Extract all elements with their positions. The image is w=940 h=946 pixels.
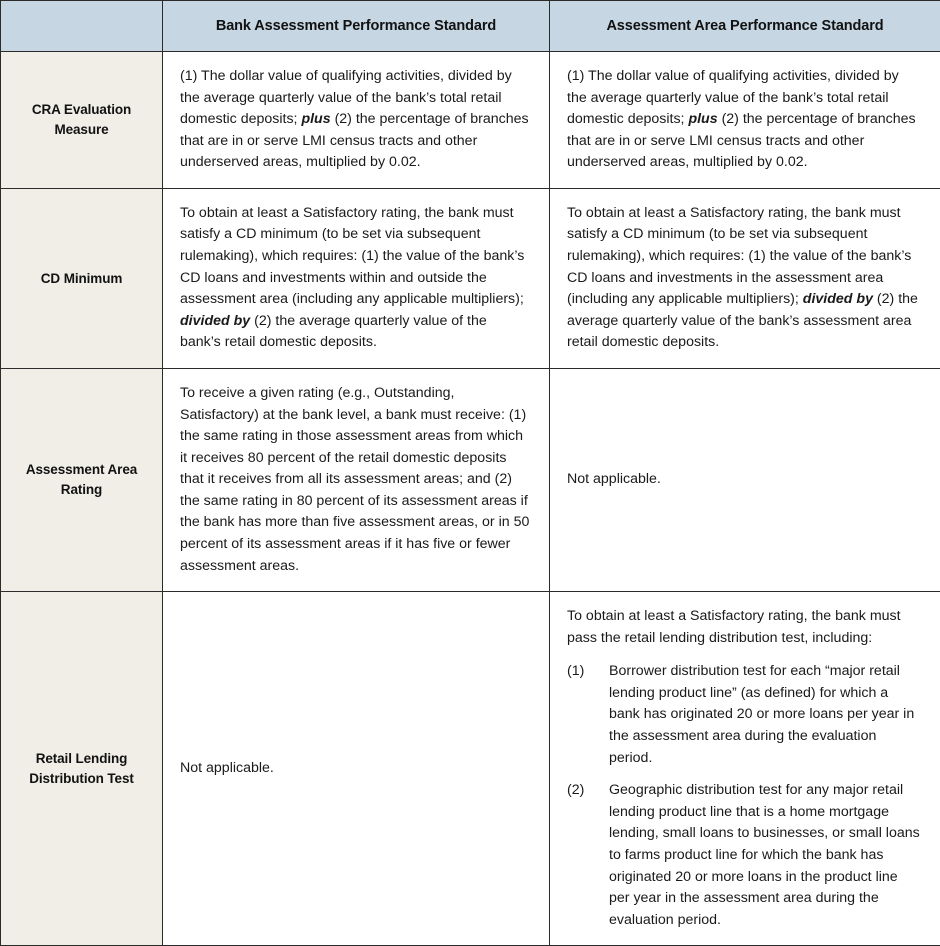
table-row bbox=[1, 188, 940, 368]
cell-bank-assessment-standard bbox=[163, 52, 550, 189]
cell-assessment-area-standard bbox=[550, 592, 940, 946]
numbered-list bbox=[567, 661, 922, 931]
numbered-list-item bbox=[567, 780, 922, 931]
cell-paragraph: (1) The dollar value of qualifying activities, divided by the average quarterly value of the bank’s total retail domestic deposits; plus (2) the percentage of branches that are in or serve LMI census tracts and other underserved areas, multiplied by 0.02. bbox=[567, 66, 922, 174]
list-item-text: Geographic distribution test for any major retail lending product line that is a home mortgage lending, small loans to businesses, or small loans to farms product line for which the bank has originated 20 or more loans in the product line per year in the assessment area during the evaluation period. bbox=[609, 782, 920, 927]
list-item-marker: (1) bbox=[567, 661, 601, 683]
cell-assessment-area-standard bbox=[550, 188, 940, 368]
cell-paragraph: To obtain at least a Satisfactory rating, the bank must satisfy a CD minimum (to be set via subsequent rulemaking), which requires: (1) the value of the bank’s CD loans and investments within and outside the assessment area (including any applicable multipliers); divided by (2) the average quarterly value of the bank’s retail domestic deposits. bbox=[180, 203, 531, 354]
table-row bbox=[1, 52, 940, 189]
row-label: CRA Evaluation Measure bbox=[1, 52, 163, 189]
cell-bank-assessment-standard bbox=[163, 188, 550, 368]
table-header-row bbox=[1, 1, 940, 52]
row-label: Retail Lending Distribution Test bbox=[1, 592, 163, 946]
emphasis-text: plus bbox=[301, 111, 330, 127]
cell-paragraph: Not applicable. bbox=[567, 469, 922, 491]
cell-paragraph: Not applicable. bbox=[180, 758, 531, 780]
list-item-text: Borrower distribution test for each “major retail lending product line” (as defined) for which a bank has originated 20 or more loans per year in the assessment area during the evaluation period. bbox=[609, 663, 914, 765]
table-body bbox=[1, 52, 940, 946]
cell-bank-assessment-standard bbox=[163, 592, 550, 946]
emphasis-text: divided by bbox=[180, 313, 250, 329]
emphasis-text: plus bbox=[688, 111, 717, 127]
cell-assessment-area-standard bbox=[550, 368, 940, 591]
cell-paragraph: To obtain at least a Satisfactory rating, the bank must pass the retail lending distribution test, including: bbox=[567, 606, 922, 649]
cell-paragraph: (1) The dollar value of qualifying activities, divided by the average quarterly value of the bank’s total retail domestic deposits; plus (2) the percentage of branches that are in or serve LMI census tracts and other underserved areas, multiplied by 0.02. bbox=[180, 66, 531, 174]
cell-paragraph: To receive a given rating (e.g., Outstanding, Satisfactory) at the bank level, a bank must receive: (1) the same rating in those assessment areas from which it receives 80 percent of the retail domestic deposits that it receives from all its assessment areas; and (2) the same rating in 80 percent of its assessment areas if the bank has more than five assessment areas, or in 50 percent of its assessment areas if it has five or fewer assessment areas. bbox=[180, 383, 531, 577]
emphasis-text: divided by bbox=[803, 291, 873, 307]
cell-bank-assessment-standard bbox=[163, 368, 550, 591]
table-row bbox=[1, 592, 940, 946]
table-row bbox=[1, 368, 940, 591]
cell-assessment-area-standard bbox=[550, 52, 940, 189]
numbered-list-item bbox=[567, 661, 922, 769]
row-label: CD Minimum bbox=[1, 188, 163, 368]
cell-paragraph: To obtain at least a Satisfactory rating, the bank must satisfy a CD minimum (to be set via subsequent rulemaking), which requires: (1) the value of the bank’s CD loans and investments in the assessment area (including any applicable multipliers); divided by (2) the average quarterly value of the bank’s assessment area retail domestic deposits. bbox=[567, 203, 922, 354]
header-row-label-column bbox=[1, 1, 163, 52]
list-item-marker: (2) bbox=[567, 780, 601, 802]
table-header bbox=[1, 1, 940, 52]
header-assessment-area-performance-standard: Assessment Area Performance Standard bbox=[550, 1, 940, 52]
row-label: Assessment Area Rating bbox=[1, 368, 163, 591]
header-bank-assessment-performance-standard: Bank Assessment Performance Standard bbox=[163, 1, 550, 52]
